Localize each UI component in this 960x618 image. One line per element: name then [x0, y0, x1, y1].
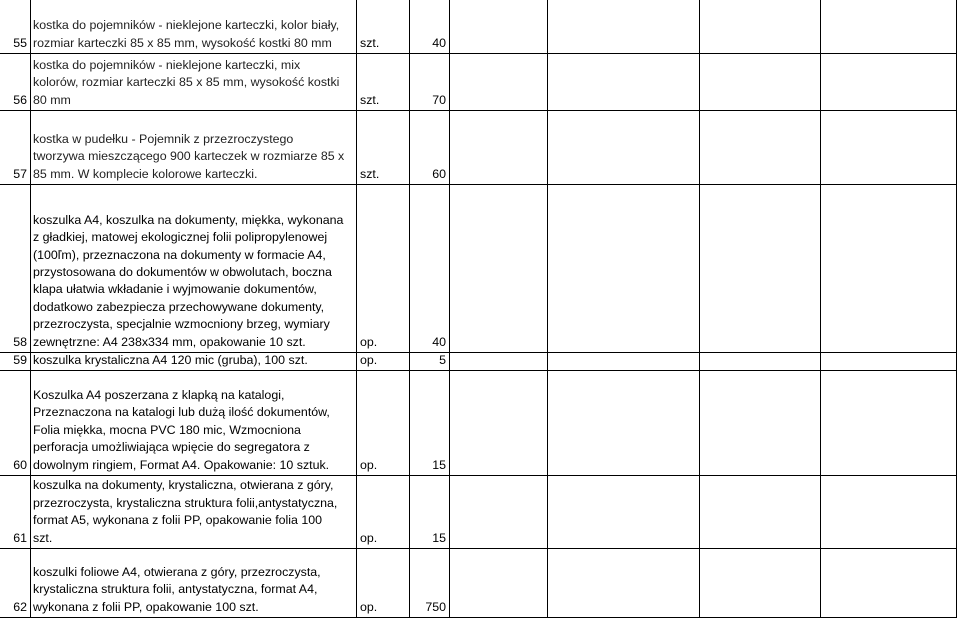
empty-cell-1[interactable] [450, 185, 548, 353]
table-row [0, 371, 960, 476]
empty-cell-3[interactable] [700, 549, 821, 618]
description-line: koszulki foliowe A4, otwierana z góry, przezroczysta, [33, 564, 321, 579]
table-row [0, 476, 960, 549]
description-line: szt. [33, 530, 53, 545]
description-cell[interactable] [31, 0, 357, 54]
empty-cell-3[interactable] [700, 185, 821, 353]
row-number: 61 [13, 531, 27, 545]
description-text [33, 57, 354, 109]
empty-cell-4[interactable] [821, 0, 957, 54]
empty-cell-4[interactable] [821, 476, 957, 549]
quantity-text: 15 [432, 458, 446, 472]
row-number: 59 [13, 353, 27, 367]
description-text [33, 212, 354, 351]
quantity-text: 750 [425, 600, 446, 614]
quantity-cell[interactable] [410, 54, 450, 111]
description-cell[interactable] [31, 54, 357, 111]
description-line: kolorów, rozmiar karteczki 85 x 85 mm, wysokość kostki [33, 75, 340, 90]
row-number-cell[interactable] [0, 111, 31, 185]
unit-text: op. [360, 335, 378, 349]
table-row [0, 549, 960, 618]
row-number: 56 [13, 93, 27, 107]
description-line: przystosowana do dokumentów w obwolutach, boczna [33, 265, 332, 280]
empty-cell-1[interactable] [450, 371, 548, 476]
row-number: 55 [13, 36, 27, 50]
empty-cell-1[interactable] [450, 549, 548, 618]
description-text [33, 352, 354, 369]
description-cell[interactable] [31, 549, 357, 618]
quantity-text: 5 [439, 353, 446, 367]
empty-cell-1[interactable] [450, 476, 548, 549]
unit-cell[interactable] [357, 549, 410, 618]
row-number: 58 [13, 335, 27, 349]
empty-cell-2[interactable] [548, 0, 700, 54]
table-row [0, 185, 960, 353]
empty-cell-2[interactable] [548, 476, 700, 549]
empty-cell-2[interactable] [548, 371, 700, 476]
quantity-text: 60 [432, 167, 446, 181]
quantity-cell[interactable] [410, 353, 450, 371]
description-line: z gładkiej, matowej ekologicznej folii polipropylenowej [33, 230, 328, 245]
quantity-cell[interactable] [410, 549, 450, 618]
description-line: przezroczysta, specjalnie wzmocniony brzeg, wymiary [33, 317, 330, 332]
description-line: przezroczysta, krystaliczna struktura folii,antystatyczna, [33, 495, 338, 510]
empty-cell-4[interactable] [821, 185, 957, 353]
empty-cell-2[interactable] [548, 549, 700, 618]
quantity-cell[interactable] [410, 185, 450, 353]
table-row [0, 111, 960, 185]
description-line: 85 mm. W komplecie kolorowe karteczki. [33, 166, 258, 181]
empty-cell-2[interactable] [548, 54, 700, 111]
description-line: kostka do pojemników - nieklejone karteczki, mix [33, 57, 301, 72]
empty-cell-4[interactable] [821, 371, 957, 476]
unit-text: op. [360, 458, 378, 472]
empty-cell-3[interactable] [700, 111, 821, 185]
empty-cell-3[interactable] [700, 476, 821, 549]
unit-cell[interactable] [357, 111, 410, 185]
empty-cell-4[interactable] [821, 111, 957, 185]
empty-cell-3[interactable] [700, 0, 821, 54]
description-line: perforacja umożliwiająca wpięcie do segregatora z [33, 440, 310, 455]
empty-cell-4[interactable] [821, 353, 957, 371]
description-line: kostka do pojemników - nieklejone karteczki, kolor biały, [33, 18, 340, 33]
table-row [0, 353, 960, 371]
quantity-text: 40 [432, 335, 446, 349]
unit-text: op. [360, 531, 378, 545]
description-line: kostka w pudełku - Pojemnik z przezroczystego [33, 131, 294, 146]
table-row [0, 0, 960, 54]
unit-text: szt. [360, 93, 380, 107]
description-cell[interactable] [31, 185, 357, 353]
row-number: 60 [13, 458, 27, 472]
empty-cell-1[interactable] [450, 353, 548, 371]
quantity-text: 40 [432, 36, 446, 50]
description-line: klapa ułatwia wkładanie i wyjmowanie dokumentów, [33, 282, 317, 297]
description-line: koszulka na dokumenty, krystaliczna, otwierana z góry, [33, 478, 334, 493]
unit-cell[interactable] [357, 476, 410, 549]
empty-cell-1[interactable] [450, 0, 548, 54]
description-cell[interactable] [31, 111, 357, 185]
quantity-cell[interactable] [410, 111, 450, 185]
description-line: Folia miękka, mocna PVC 180 mic, Wzmocniona [33, 422, 301, 437]
description-cell[interactable] [31, 476, 357, 549]
unit-text: szt. [360, 36, 380, 50]
description-cell[interactable] [31, 371, 357, 476]
description-line: koszulka A4, koszulka na dokumenty, miękka, wykonana [33, 212, 344, 227]
empty-cell-1[interactable] [450, 54, 548, 111]
description-text [33, 387, 354, 474]
description-text [33, 477, 354, 547]
unit-text: op. [360, 600, 378, 614]
description-line: Koszulka A4 poszerzana z klapką na katalogi, [33, 388, 285, 403]
row-number-cell[interactable] [0, 54, 31, 111]
description-text [33, 131, 354, 183]
description-line: Przeznaczona na katalogi lub dużą ilość dokumentów, [33, 405, 330, 420]
description-line: (100ľm), przeznaczona na dokumenty w formacie A4, [33, 247, 326, 262]
quantity-text: 70 [432, 93, 446, 107]
description-line: dowolnym ringiem, Format A4. Opakowanie: 10 sztuk. [33, 457, 330, 472]
unit-cell[interactable] [357, 185, 410, 353]
row-number-cell[interactable] [0, 185, 31, 353]
unit-cell[interactable] [357, 54, 410, 111]
row-number: 57 [13, 167, 27, 181]
empty-cell-3[interactable] [700, 353, 821, 371]
description-line: 80 mm [33, 92, 71, 107]
row-number-cell[interactable] [0, 353, 31, 371]
description-cell[interactable] [31, 353, 357, 371]
description-text [33, 564, 354, 616]
row-number-cell[interactable] [0, 549, 31, 618]
row-number-cell[interactable] [0, 371, 31, 476]
quantity-text: 15 [432, 531, 446, 545]
unit-text: op. [360, 353, 378, 367]
description-line: dodatkowo zabezpiecza przechowywane dokumenty, [33, 299, 325, 314]
row-number: 62 [13, 600, 27, 614]
empty-cell-1[interactable] [450, 111, 548, 185]
empty-cell-3[interactable] [700, 54, 821, 111]
quantity-cell[interactable] [410, 476, 450, 549]
description-line: zewnętrzne: A4 238x334 mm, opakowanie 10 szt. [33, 334, 306, 349]
empty-cell-4[interactable] [821, 549, 957, 618]
empty-cell-2[interactable] [548, 185, 700, 353]
quantity-cell[interactable] [410, 0, 450, 54]
description-line: rozmiar karteczki 85 x 85 mm, wysokość kostki 80 mm [33, 35, 332, 50]
quantity-cell[interactable] [410, 371, 450, 476]
unit-cell[interactable] [357, 371, 410, 476]
description-line: tworzywa mieszczącego 900 karteczek w rozmiarze 85 x [33, 149, 345, 164]
unit-text: szt. [360, 167, 380, 181]
description-line: wykonana z folii PP, opakowanie 100 szt. [33, 599, 259, 614]
description-line: koszulka krystaliczna A4 120 mic (gruba), 100 szt. [33, 352, 308, 367]
unit-cell[interactable] [357, 353, 410, 371]
description-text [33, 17, 354, 52]
table-row [0, 54, 960, 111]
empty-cell-3[interactable] [700, 371, 821, 476]
row-number-cell[interactable] [0, 476, 31, 549]
row-number-cell[interactable] [0, 0, 31, 54]
description-line: format A5, wykonana z folii PP, opakowanie folia 100 [33, 513, 323, 528]
description-line: krystaliczna struktura folii, antystatyczna, format A4, [33, 582, 318, 597]
unit-cell[interactable] [357, 0, 410, 54]
empty-cell-2[interactable] [548, 353, 700, 371]
empty-cell-2[interactable] [548, 111, 700, 185]
empty-cell-4[interactable] [821, 54, 957, 111]
